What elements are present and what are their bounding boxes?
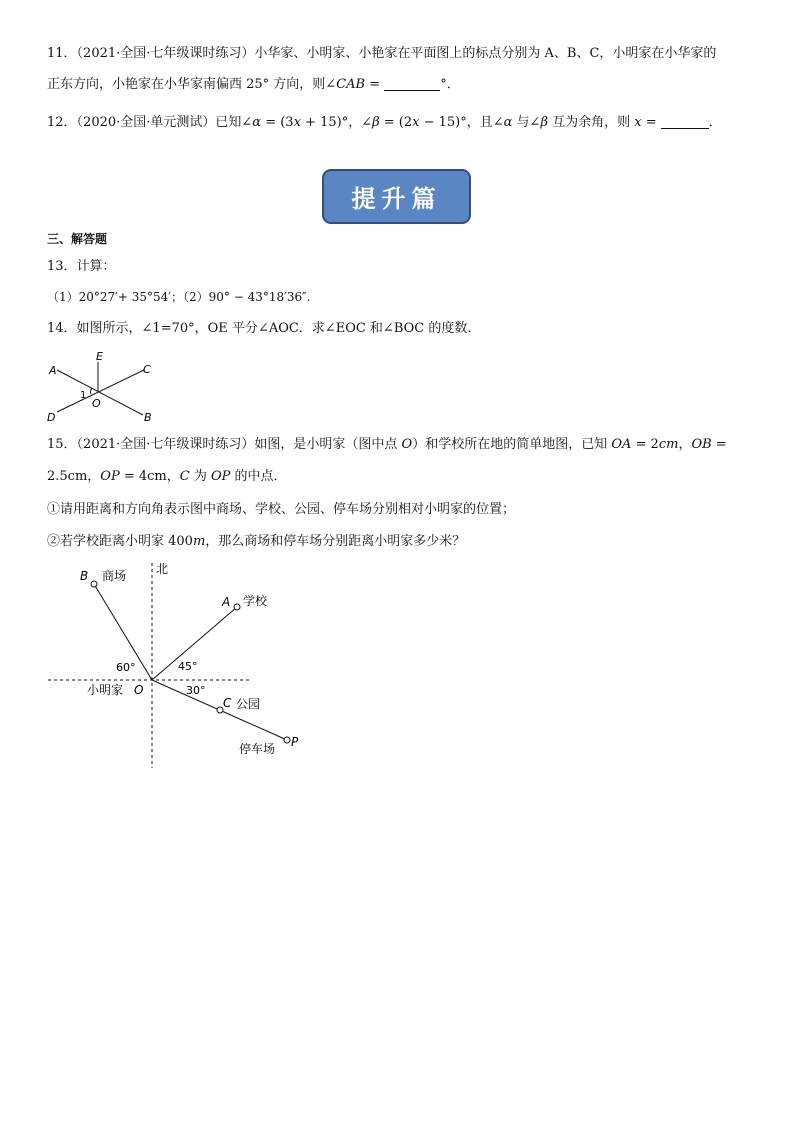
q15-var: OP (100, 469, 120, 484)
q15-text: 15．（2021·全国·七年级课时练习）如图，是小明家（图中点 (47, 437, 402, 452)
mall-label: 商场 (102, 569, 127, 583)
q15-unit: cm (658, 437, 679, 452)
north-label: 北 (156, 562, 169, 576)
q15-unit: m (192, 534, 206, 549)
q11-angle-name: CAB (336, 77, 366, 92)
q15-text: ）和学校所在地的简单地图，已知 (412, 437, 612, 452)
q12-text-a: 12．（2020·全国·单元测试）已知∠ (47, 115, 253, 130)
q12-text-g: 互为余角，则 (547, 115, 635, 130)
point-P (284, 737, 290, 743)
section-heading: 三、解答题 (47, 232, 108, 246)
point-B (91, 581, 97, 587)
q12-text-c: + 15)°，∠ (300, 115, 373, 130)
question-14: 14．如图所示，∠1=70°，OE 平分∠AOC．求∠EOC 和∠BOC 的度数． (47, 321, 481, 336)
q12-alpha: α (503, 115, 513, 130)
q15-text: = 2 (631, 437, 659, 452)
question-15-task2 (47, 533, 465, 551)
q12-text-b: = (3 (261, 115, 294, 130)
q11-equals: = (365, 77, 385, 92)
q11-text: 正东方向，小艳家在小华家南偏西 25° 方向，则∠ (47, 77, 337, 92)
angle-1-arc (91, 388, 92, 394)
q12-answer-blank[interactable] (661, 114, 709, 129)
q15-map-figure (40, 558, 320, 773)
label-E: E (96, 350, 103, 363)
label-P: P (291, 735, 299, 749)
label-B: B (144, 411, 152, 424)
point-A (234, 604, 240, 610)
q12-text-f: 与∠ (512, 115, 541, 130)
q15-text: 为 (189, 469, 211, 484)
label-B: B (80, 569, 89, 583)
q15-var: OA (611, 437, 632, 452)
q12-beta: β (540, 115, 548, 130)
q12-x: x (412, 115, 420, 130)
home-label: 小明家 (87, 683, 124, 697)
q12-text-d: = (2 (379, 115, 413, 130)
q15-var: O (401, 437, 413, 452)
label-1: 1 (80, 390, 87, 401)
q12-x: x (293, 115, 301, 130)
advanced-section-banner: 提升篇 (322, 169, 471, 224)
q11-degree: °． (440, 77, 460, 92)
angle-60-label: 60° (116, 661, 136, 674)
question-15-line1 (47, 436, 727, 454)
q12-text-e: − 15)°，且∠ (419, 115, 504, 130)
q12-beta: β (372, 115, 380, 130)
label-A: A (222, 595, 231, 609)
q15-text: 2.5cm， (47, 469, 101, 484)
q15-text: = 4cm， (119, 469, 180, 484)
label-O: O (134, 683, 144, 697)
q15-text: ， (678, 437, 692, 452)
label-C: C (223, 696, 232, 710)
angle-45-label: 45° (178, 660, 198, 673)
question-11-line2 (47, 76, 460, 94)
label-C: C (143, 363, 151, 376)
question-15-line2 (47, 468, 287, 486)
q15-text: ，那么商场和停车场分别距离小明家多少米？ (205, 534, 466, 549)
q12-alpha: α (252, 115, 262, 130)
question-13-title: 13．计算： (47, 259, 116, 274)
label-A: A (49, 364, 57, 377)
question-13-body: （1）20°27′+ 35°54′；（2）90° − 43°18′36″. (47, 290, 311, 304)
park-label: 公园 (236, 697, 261, 711)
q12-text-h: = (641, 115, 661, 130)
school-label: 学校 (243, 594, 268, 608)
question-12 (47, 114, 722, 132)
question-11-line1: 11．（2021·全国·七年级课时练习）小华家、小明家、小艳家在平面图上的标点分别为 A、B、C，小明家在小华家的 (47, 46, 717, 61)
q15-text: = (711, 437, 727, 452)
q12-text-i: ． (708, 115, 722, 130)
label-D: D (47, 411, 56, 424)
q15-var: OP (210, 469, 231, 484)
q14-angle-figure (40, 348, 170, 428)
question-15-task1: ①请用距离和方向角表示图中商场、学校、公园、停车场分别相对小明家的位置； (47, 502, 516, 517)
angle-30-label: 30° (186, 684, 206, 697)
parking-label: 停车场 (239, 742, 276, 756)
q15-var: C (179, 469, 190, 484)
q15-text: ②若学校距离小明家 400 (47, 534, 193, 549)
q15-text: 的中点． (230, 469, 287, 484)
q15-var: OB (691, 437, 712, 452)
label-O: O (92, 397, 101, 410)
q11-answer-blank[interactable] (384, 76, 440, 91)
q12-x: x (634, 115, 642, 130)
